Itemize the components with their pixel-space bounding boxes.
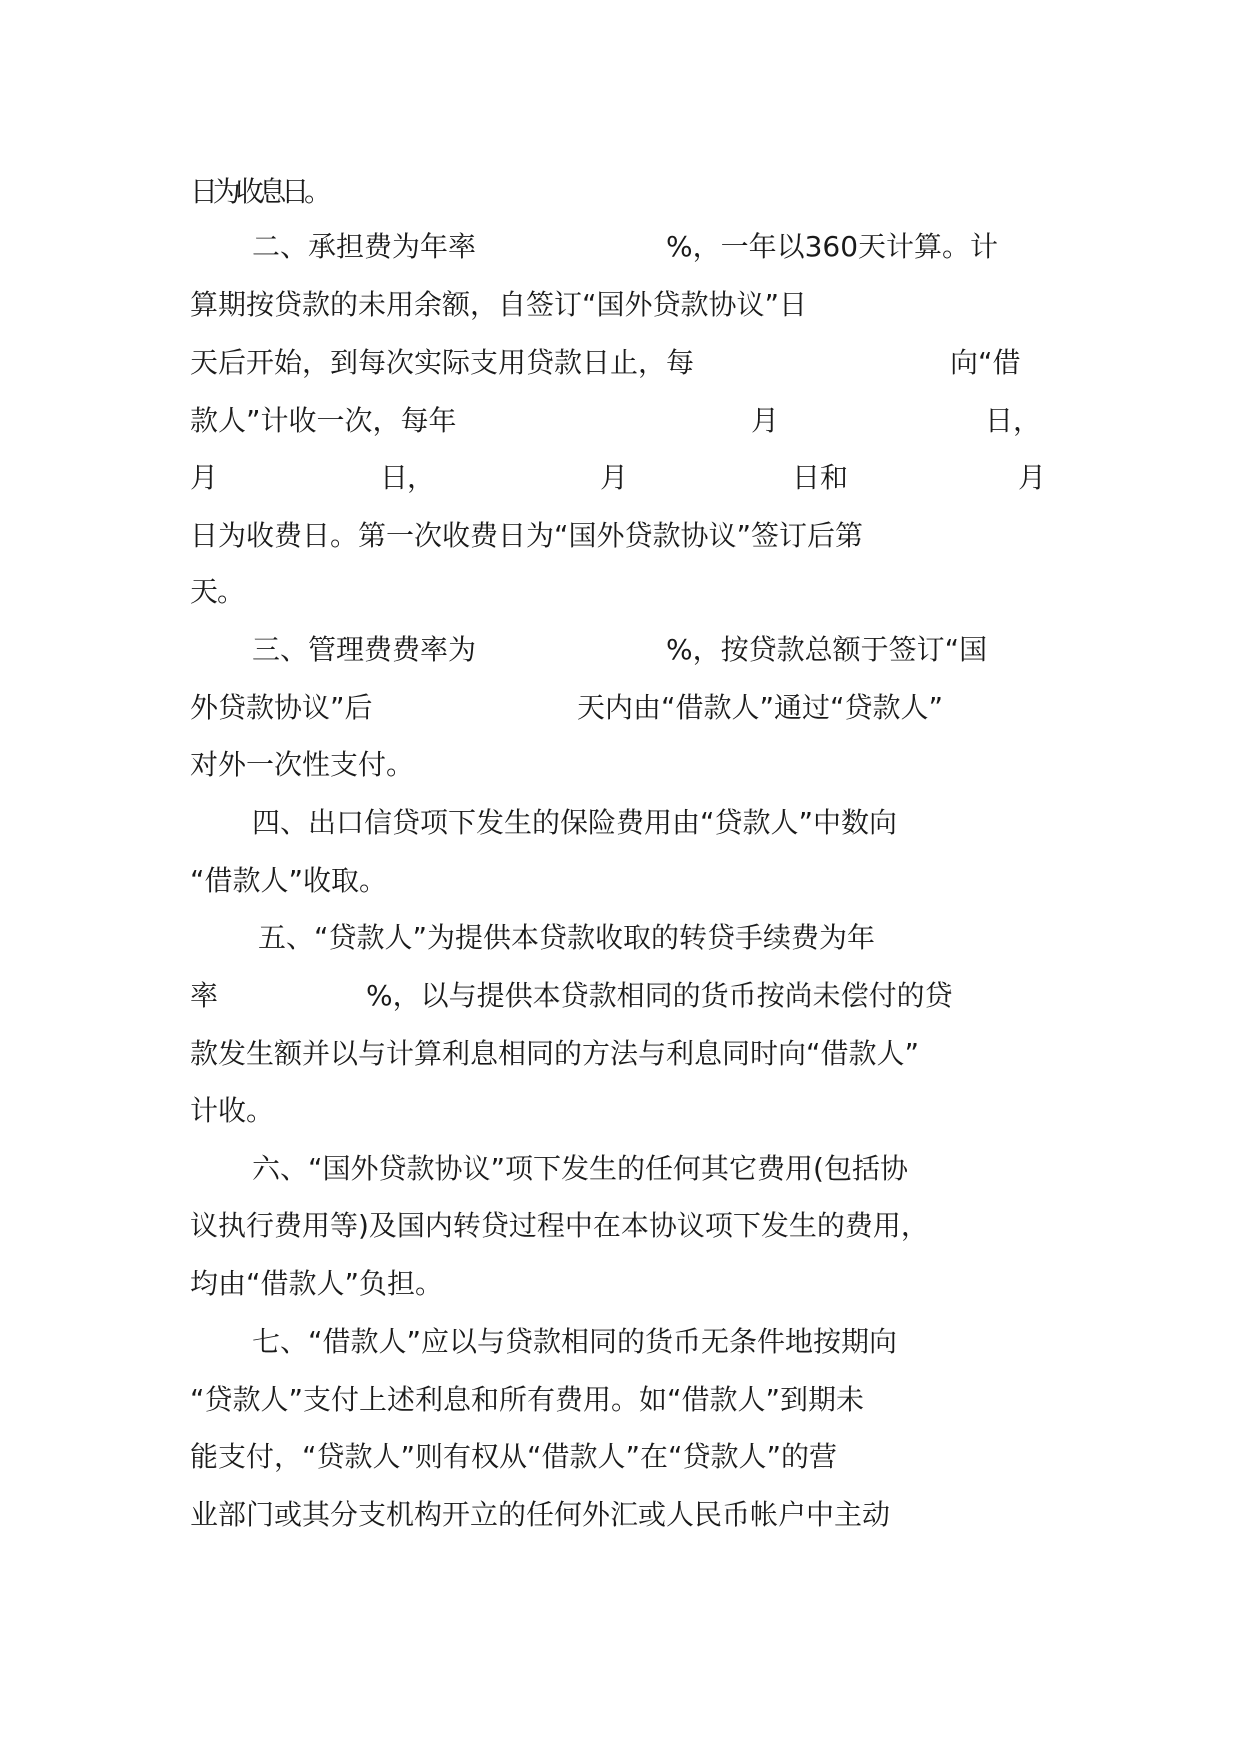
text-line: 款人”计收一次，每年 <box>190 404 457 437</box>
text-line: 日和 <box>792 461 849 494</box>
text-line: 能支付，“贷款人”则有权从“借款人”在“贷款人”的营 <box>190 1440 838 1473</box>
text-line: “借款人”收取。 <box>190 864 388 897</box>
text-line: 日为收费日。第一次收费日为“国外贷款协议”签订后第 <box>190 519 864 552</box>
text-line: 四、出口信贷项下发生的保险费用由“贷款人”中数向 <box>252 806 898 839</box>
text-line: 月 <box>1018 461 1047 494</box>
text-line: %，按贷款总额于签订“国 <box>666 633 988 666</box>
text-line: 计收。 <box>190 1094 275 1127</box>
text-line: “贷款人”支付上述利息和所有费用。如“借款人”到期未 <box>190 1383 865 1416</box>
text-line: 向“借 <box>950 346 1021 379</box>
text-line: 对外一次性支付。 <box>190 748 415 781</box>
text-line: 七、“借款人”应以与贷款相同的货币无条件地按期向 <box>252 1325 898 1358</box>
text-line: 五、“贷款人”为提供本贷款收取的转贷手续费为年 <box>258 921 876 954</box>
text-line: 业部门或其分支机构开立的任何外汇或人民币帐户中主动 <box>190 1498 891 1531</box>
text-line: 二、承担费为年率 <box>252 230 477 263</box>
text-line: 日为收息日。 <box>190 175 327 208</box>
text-line: 月 <box>600 461 629 494</box>
text-line: 天后开始，到每次实际支用贷款日止，每 <box>190 346 695 379</box>
text-line: 日， <box>985 404 1042 437</box>
text-line: 三、管理费费率为 <box>252 633 477 666</box>
text-line: 议执行费用等)及国内转贷过程中在本协议项下发生的费用， <box>190 1209 929 1242</box>
text-line: %，一年以360天计算。计 <box>666 230 999 263</box>
text-line: 六、“国外贷款协议”项下发生的任何其它费用(包括协 <box>252 1152 908 1185</box>
text-line: 月 <box>751 404 780 437</box>
text-line: 率 <box>190 979 219 1012</box>
text-line: 款发生额并以与计算利息相同的方法与利息同时向“借款人” <box>190 1037 920 1070</box>
text-line: 均由“借款人”负担。 <box>190 1267 444 1300</box>
text-line: %，以与提供本贷款相同的货币按尚未偿付的贷 <box>366 979 953 1012</box>
text-line: 月 <box>190 461 219 494</box>
text-line: 算期按贷款的未用余额，自签订“国外贷款协议”日 <box>190 288 808 321</box>
text-line: 日， <box>380 461 435 494</box>
text-line: 天。 <box>190 575 245 608</box>
text-line: 外贷款协议”后 <box>190 691 373 724</box>
text-line: 天内由“借款人”通过“贷款人” <box>577 691 944 724</box>
